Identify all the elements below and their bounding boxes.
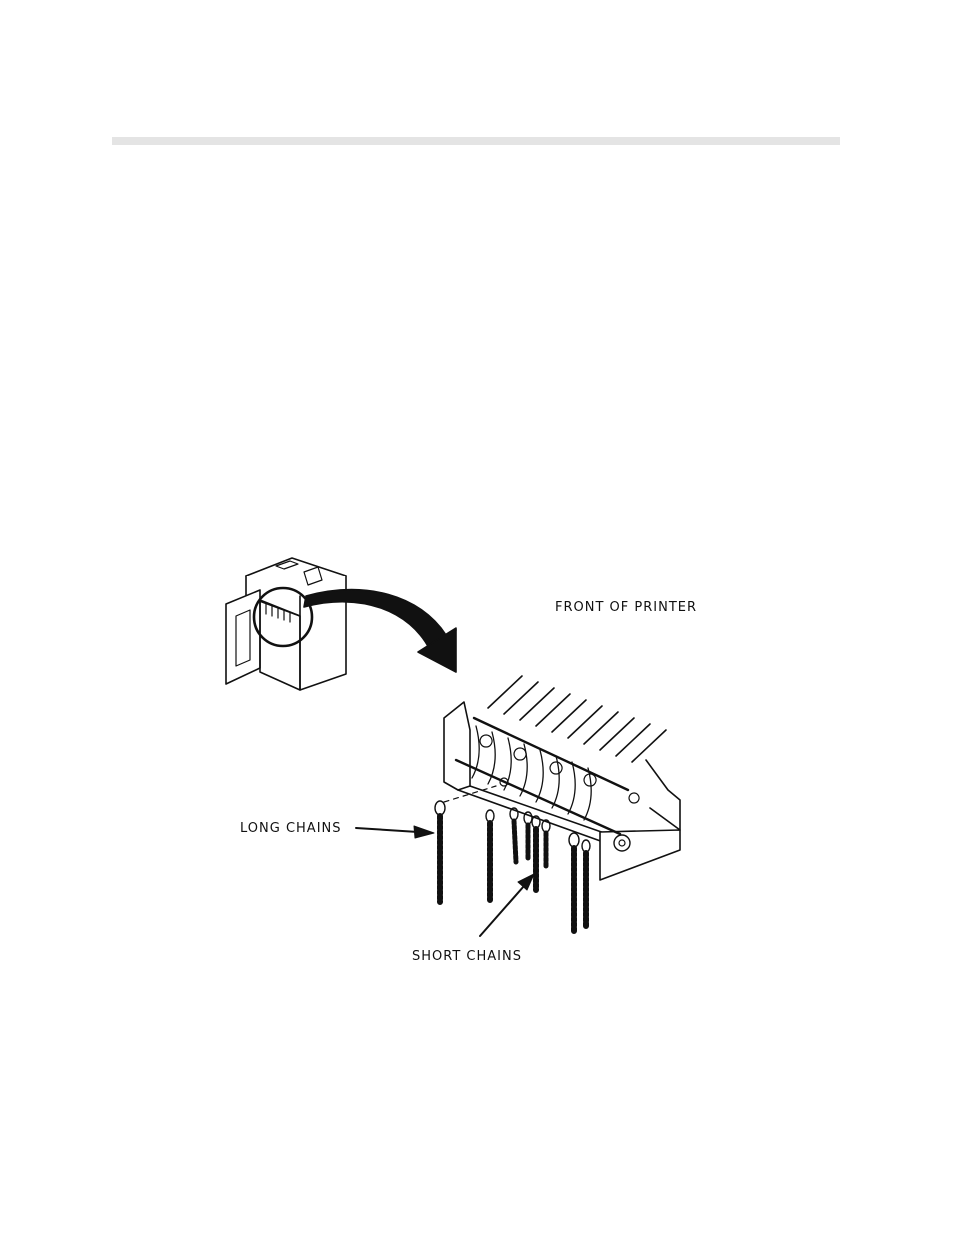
long-chain: [582, 840, 590, 928]
long-chains-label: LONG CHAINS: [240, 821, 342, 836]
front-of-printer-label: FRONT OF PRINTER: [555, 600, 698, 615]
short-chain: [524, 812, 532, 858]
long-chain: [532, 816, 540, 890]
long-chains-arrow: [356, 826, 434, 838]
long-chain-left: [435, 801, 445, 902]
chain-mechanism: [444, 676, 680, 880]
long-chain: [486, 810, 494, 900]
short-chain: [510, 808, 518, 862]
printer-overview: [226, 558, 346, 690]
short-chain: [542, 820, 550, 866]
short-chains-label: SHORT CHAINS: [412, 949, 522, 964]
long-chain: [569, 833, 579, 932]
